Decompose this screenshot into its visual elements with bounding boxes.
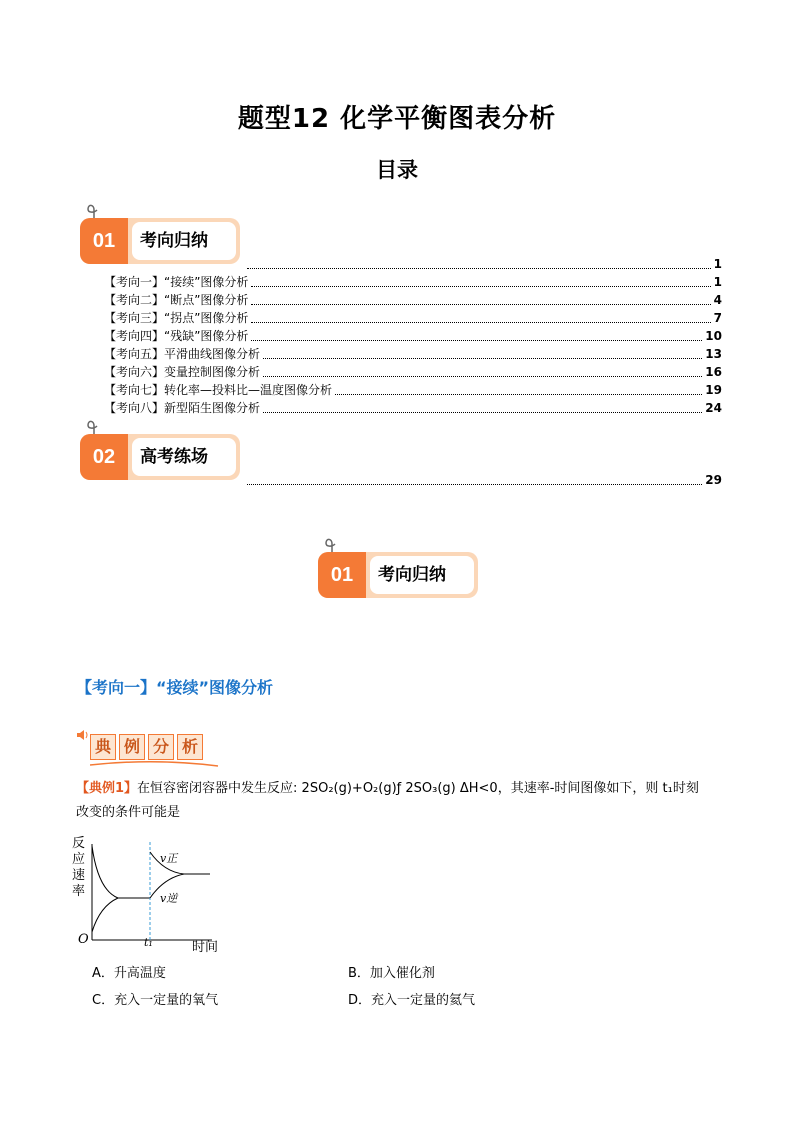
toc-heading: 目录 bbox=[376, 158, 418, 182]
example-analysis-banner: 典 例 分 析 bbox=[76, 728, 216, 768]
badge-number: 01 bbox=[80, 218, 128, 264]
toc-entry[interactable]: 【考向三】“拐点”图像分析 7 bbox=[104, 311, 722, 325]
toc-entry[interactable]: 【考向四】“残缺”图像分析 10 bbox=[104, 329, 722, 343]
rate-time-graph bbox=[72, 834, 232, 954]
badge-label: 考向归纳 bbox=[370, 556, 474, 594]
badge-label: 考向归纳 bbox=[132, 222, 236, 260]
option-c[interactable]: C．充入一定量的氧气 bbox=[92, 993, 219, 1008]
v-reverse-label: v逆 bbox=[160, 892, 178, 905]
t1-label: t₁ bbox=[144, 936, 153, 949]
toc-entry[interactable]: 【考向二】“断点”图像分析 4 bbox=[104, 293, 722, 307]
toc-entry[interactable]: 【考向八】新型陌生图像分析 24 bbox=[104, 401, 722, 415]
page-title: 题型12 化学平衡图表分析 bbox=[237, 104, 557, 134]
toc-entry[interactable]: 【考向七】转化率—投料比—温度图像分析 19 bbox=[104, 383, 722, 397]
origin-label: O bbox=[78, 932, 89, 947]
option-d[interactable]: D．充入一定量的氦气 bbox=[348, 993, 476, 1008]
toc-entry[interactable]: 1 bbox=[244, 256, 722, 272]
section-badge-3 bbox=[318, 542, 478, 602]
option-a[interactable]: A．升高温度 bbox=[92, 966, 166, 981]
section-badge-2 bbox=[80, 424, 240, 484]
badge-number: 01 bbox=[318, 552, 366, 598]
toc-entry[interactable]: 【考向五】平滑曲线图像分析 13 bbox=[104, 347, 722, 361]
underline-swoosh bbox=[90, 760, 220, 770]
x-axis-label: 时间 bbox=[192, 940, 219, 955]
option-b[interactable]: B．加入催化剂 bbox=[348, 966, 435, 981]
badge-number: 02 bbox=[80, 434, 128, 480]
table-of-contents bbox=[104, 256, 722, 416]
toc-entry-2[interactable]: 29 bbox=[244, 472, 722, 488]
toc-entry[interactable]: 【考向六】变量控制图像分析 16 bbox=[104, 365, 722, 379]
v-forward-label: v正 bbox=[160, 852, 178, 865]
question-text: 【典例1】在恒容密闭容器中发生反应: 2SO₂(g)+O₂(g)ƒ 2SO₃(g) ΔH<0，其速率-时间图像如下，则 t₁时刻 改变的条件可能是 bbox=[76, 781, 699, 820]
speaker-icon bbox=[76, 728, 90, 742]
badge-label: 高考练场 bbox=[132, 438, 236, 476]
section-heading: 【考向一】“接续”图像分析 bbox=[76, 678, 274, 697]
y-axis-label: 反 应 速 率 bbox=[72, 836, 86, 899]
toc-entry[interactable]: 【考向一】“接续”图像分析 1 bbox=[104, 275, 722, 289]
